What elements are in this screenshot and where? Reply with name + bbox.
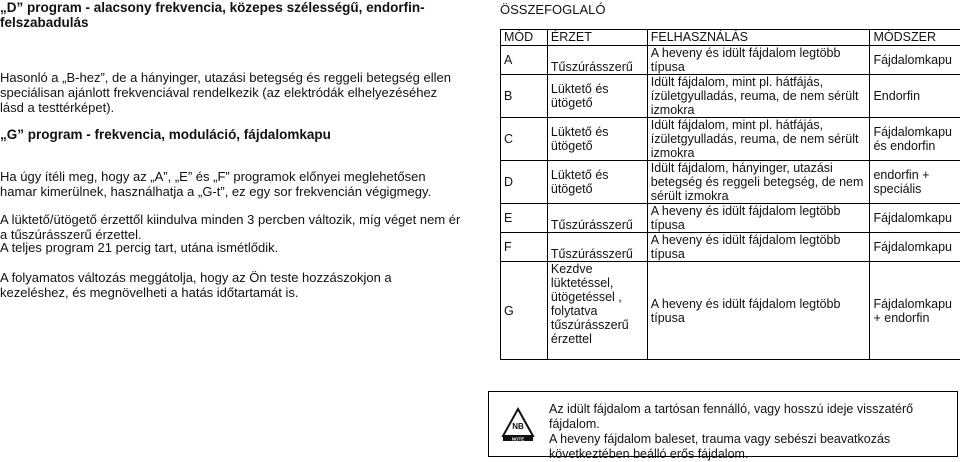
table-row — [501, 204, 960, 233]
cell-method: Fájdalomkapu + endorfin — [870, 262, 960, 360]
cell-use: A heveny és idült fájdalom legtöbb típusa — [647, 262, 870, 360]
cell-use: Idült fájdalom, hányinger, utazási betegség és reggeli betegség, de nem sérült izmokra — [647, 161, 870, 204]
cell-feel: Lüktető és ütögető — [547, 75, 647, 118]
cell-method: Fájdalomkapu — [870, 233, 960, 262]
table-row — [501, 233, 960, 262]
cell-mode: C — [501, 118, 548, 161]
cell-method: Fájdalomkapu és endorfin — [870, 118, 960, 161]
cell-feel: Lüktető és ütögető — [547, 161, 647, 204]
table-header-row — [501, 30, 960, 46]
cell-mode: A — [501, 46, 548, 75]
table-row — [501, 161, 960, 204]
header-mode: MÓD — [501, 30, 548, 46]
cell-feel: Lüktető és ütögető — [547, 118, 647, 161]
cell-method: Endorfin — [870, 75, 960, 118]
cell-mode: E — [501, 204, 548, 233]
heading-program-d: „D” program - alacsony frekvencia, közepes szélességű, endorfin-felszabadulás — [0, 0, 462, 30]
paragraph-program-g-cycle: A lüktető/ütögető érzettől kiindulva minden 3 percben változik, míg véget nem ér a tűszúrásszerű érzettel. — [0, 212, 462, 242]
cell-mode: F — [501, 233, 548, 262]
cell-method: endorfin + speciális — [870, 161, 960, 204]
paragraph-program-g-benefit: A folyamatos változás meggátolja, hogy az Ön teste hozzászokjon a kezeléshez, és megnövelheti a hatás időtartamát is. — [0, 270, 462, 300]
note-line-chronic: Az idült fájdalom a tartósan fennálló, vagy hosszú ideje visszatérő fájdalom. — [549, 402, 949, 432]
cell-method: Fájdalomkapu — [870, 204, 960, 233]
cell-feel: Tűszúrásszerű — [547, 204, 647, 233]
cell-use: A heveny és idült fájdalom legtöbb típusa — [647, 233, 870, 262]
nb-note-icon — [501, 407, 535, 446]
cell-use: Idült fájdalom, mint pl. hátfájás, ízületgyulladás, reuma, de nem sérült izmokra — [647, 118, 870, 161]
paragraph-program-g-intro: Ha úgy ítéli meg, hogy az „A”, „E” és „F” programok előnyei meglehetősen hamar kimerülnek, használhatja a „G-t”, ez egy sor frekvencián végigmegy. — [0, 169, 462, 199]
header-feel: ÉRZET — [547, 30, 647, 46]
note-line-acute: A heveny fájdalom baleset, trauma vagy sebészi beavatkozás következtében beálló erős fájdalom. — [549, 432, 949, 462]
cell-mode: G — [501, 262, 548, 360]
header-method: MÓDSZER — [870, 30, 960, 46]
summary-table — [500, 29, 960, 360]
note-text — [549, 402, 949, 462]
note-box — [488, 391, 958, 457]
paragraph-program-d: Hasonló a „B-hez”, de a hányinger, utazási betegség és reggeli betegség ellen speciálisan ajánlott frekvenciával rendelkezik (az elektródák elhelyezéséhez lásd a testtérképet). — [0, 70, 462, 115]
table-row — [501, 118, 960, 161]
cell-method: Fájdalomkapu — [870, 46, 960, 75]
nb-icon-text: NB — [512, 422, 524, 431]
cell-mode: D — [501, 161, 548, 204]
cell-use: Idült fájdalom, mint pl. hátfájás, ízületgyulladás, reuma, de nem sérült izmokra — [647, 75, 870, 118]
heading-program-g: „G” program - frekvencia, moduláció, fájdalomkapu — [0, 127, 462, 142]
table-row — [501, 46, 960, 75]
cell-feel: Tűszúrásszerű — [547, 233, 647, 262]
table-row — [501, 262, 960, 360]
cell-feel: Tűszúrásszerű — [547, 46, 647, 75]
note-icon-text: NOTE — [512, 437, 525, 442]
cell-feel: Kezdve lüktetéssel, ütögetéssel , folytatva tűszúrásszerű érzettel — [547, 262, 647, 360]
paragraph-program-g-duration: A teljes program 21 percig tart, utána ismétlődik. — [0, 240, 462, 255]
table-row — [501, 75, 960, 118]
cell-use: A heveny és idült fájdalom legtöbb típusa — [647, 204, 870, 233]
cell-use: A heveny és idült fájdalom legtöbb típusa — [647, 46, 870, 75]
header-use: FELHASZNÁLÁS — [647, 30, 870, 46]
cell-mode: B — [501, 75, 548, 118]
summary-title: ÖSSZEFOGLALÓ — [500, 2, 605, 17]
